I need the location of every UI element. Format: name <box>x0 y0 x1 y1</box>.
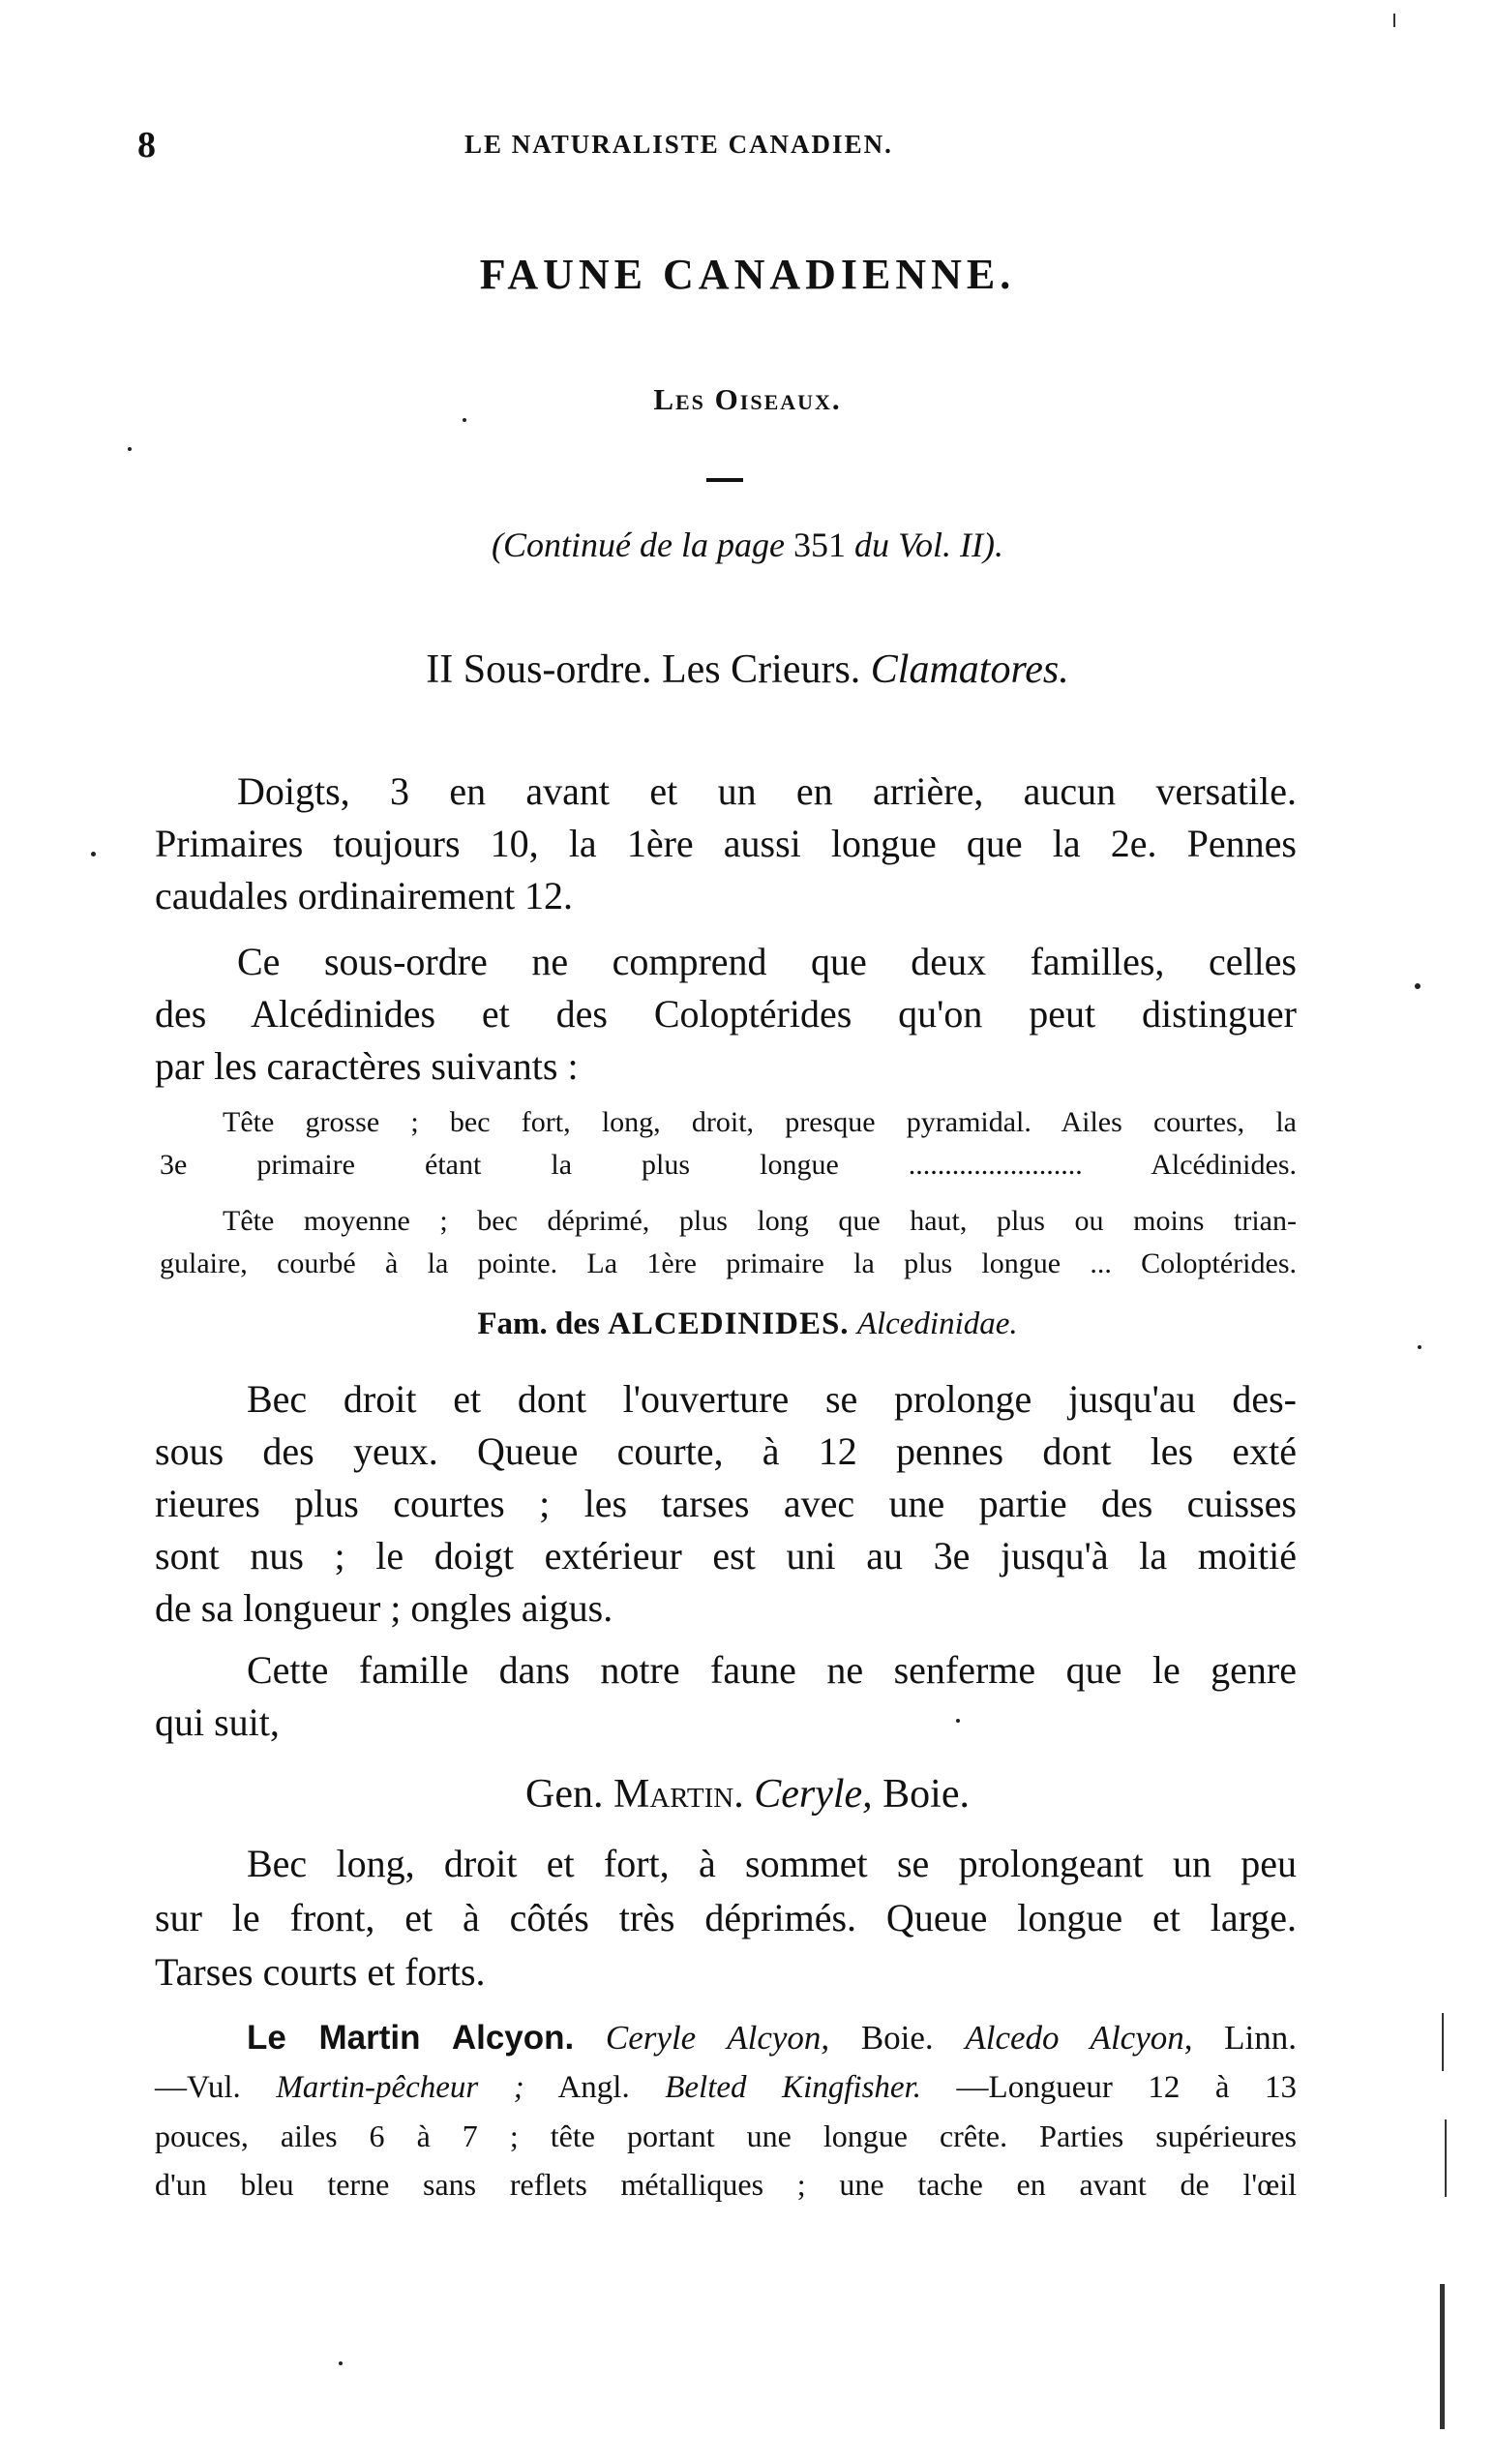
scan-speck <box>1415 983 1420 989</box>
continuation-prefix: (Continué de la page <box>492 526 785 564</box>
paragraph-line: Primaires toujours 10, la 1ère aussi longue que la 2e. Pennes <box>155 822 1297 865</box>
paragraph-line: qui suit, <box>155 1700 280 1744</box>
suborder-label: II Sous-ordre. Les Crieurs. <box>426 647 861 692</box>
paragraph-line: caudales ordinairement 12. <box>155 874 574 917</box>
continuation-middle: du <box>853 526 889 564</box>
genus-prefix: Gen. <box>525 1772 604 1817</box>
paragraph-line: de sa longueur ; ongles aigus. <box>155 1586 613 1630</box>
scan-speck <box>128 447 132 451</box>
running-title: LE NATURALISTE CANADIEN. <box>464 130 893 159</box>
paragraph-line: Bec droit et dont l'ouverture se prolonge jusqu'au des- <box>247 1377 1297 1421</box>
species-latin-1: Ceryle Alcyon, <box>605 2019 830 2057</box>
species-line: d'un bleu terne sans reflets métalliques ; une tache en avant de l'œil <box>155 2167 1297 2202</box>
key-line: Tête grosse ; bec fort, long, droit, presque pyramidal. Ailes courtes, la <box>223 1106 1297 1138</box>
paragraph-line: Ce sous-ordre ne comprend que deux familles, celles <box>237 940 1297 983</box>
genus-author: Boie. <box>882 1772 970 1817</box>
key-line: 3e primaire étant la plus longue ........................ Alcédinides. <box>160 1149 1297 1181</box>
paragraph-line: par les caractères suivants : <box>155 1044 579 1088</box>
paragraph-line: sous des yeux. Queue courte, à 12 pennes dont les exté <box>155 1429 1297 1473</box>
scan-edge-mark <box>1442 2013 1444 2071</box>
species-vernacular-en: Belted Kingfisher. <box>665 2070 921 2105</box>
paragraph-line: rieures plus courtes ; les tarses avec une partie des cuisses <box>155 1482 1297 1525</box>
scan-edge-mark <box>1440 2284 1445 2429</box>
paragraph-line: sont nus ; le doigt extérieur est uni au 3e jusqu'à la moitié <box>155 1534 1297 1578</box>
scan-speck <box>956 1719 960 1723</box>
family-heading <box>0 1307 1495 1342</box>
scan-edge-mark <box>1445 2119 1447 2197</box>
family-latin: Alcedinidae. <box>856 1307 1018 1341</box>
genus-latin: Ceryle, <box>754 1772 873 1817</box>
paragraph-line: Tarses courts et forts. <box>155 1950 486 1994</box>
species-vernacular-fr: Martin-pêcheur ; <box>276 2070 524 2105</box>
suborder-heading <box>0 646 1495 693</box>
paragraph-line: Cette famille dans notre faune ne senferme que le genre <box>247 1648 1297 1692</box>
continuation-note <box>0 525 1495 565</box>
title-divider <box>706 478 743 482</box>
key-line: Tête moyenne ; bec déprimé, plus long que haut, plus ou moins trian- <box>223 1205 1297 1237</box>
species-line <box>155 2065 1297 2110</box>
section-title: FAUNE CANADIENNE. <box>479 251 1016 298</box>
species-length: —Longueur 12 à 13 <box>956 2070 1298 2105</box>
scan-speck <box>1418 1345 1421 1349</box>
family-prefix: Fam. des <box>477 1307 600 1341</box>
scan-speck <box>91 852 96 856</box>
species-author-2: Linn. <box>1224 2019 1298 2057</box>
species-english-prefix: Angl. <box>557 2070 630 2105</box>
subsection-title: Les Oiseaux. <box>653 382 842 416</box>
paragraph-line: Bec long, droit et fort, à sommet se prolongeant un peu <box>247 1842 1297 1885</box>
page-number: 8 <box>137 125 156 165</box>
scan-edge-mark <box>1393 14 1395 27</box>
scan-speck <box>463 418 466 422</box>
paragraph-line: sur le front, et à côtés très déprimés. Queue longue et large. <box>155 1896 1297 1939</box>
family-name: ALCEDINIDES. <box>608 1307 850 1341</box>
continuation-page: 351 <box>792 526 846 564</box>
species-vernacular-prefix: —Vul. <box>155 2070 241 2105</box>
paragraph-line: Doigts, 3 en avant et un en arrière, aucun versatile. <box>237 769 1297 813</box>
scan-speck <box>339 2361 343 2365</box>
genus-name: Martin. <box>613 1772 744 1817</box>
species-latin-2: Alcedo Alcyon, <box>965 2019 1193 2057</box>
species-name: Le Martin Alcyon. <box>247 2019 575 2057</box>
suborder-latin: Clamatores. <box>870 647 1069 692</box>
species-line: pouces, ailes 6 à 7 ; tête portant une longue crête. Parties supérieures <box>155 2118 1297 2153</box>
species-author-1: Boie. <box>860 2019 934 2057</box>
species-line <box>247 2015 1297 2061</box>
key-line: gulaire, courbé à la pointe. La 1ère primaire la plus longue ... Coloptérides. <box>160 1247 1297 1279</box>
continuation-volume: Vol. II). <box>897 526 1003 564</box>
paragraph-line: des Alcédinides et des Coloptérides qu'on peut distinguer <box>155 992 1297 1036</box>
genus-heading <box>0 1771 1495 1818</box>
